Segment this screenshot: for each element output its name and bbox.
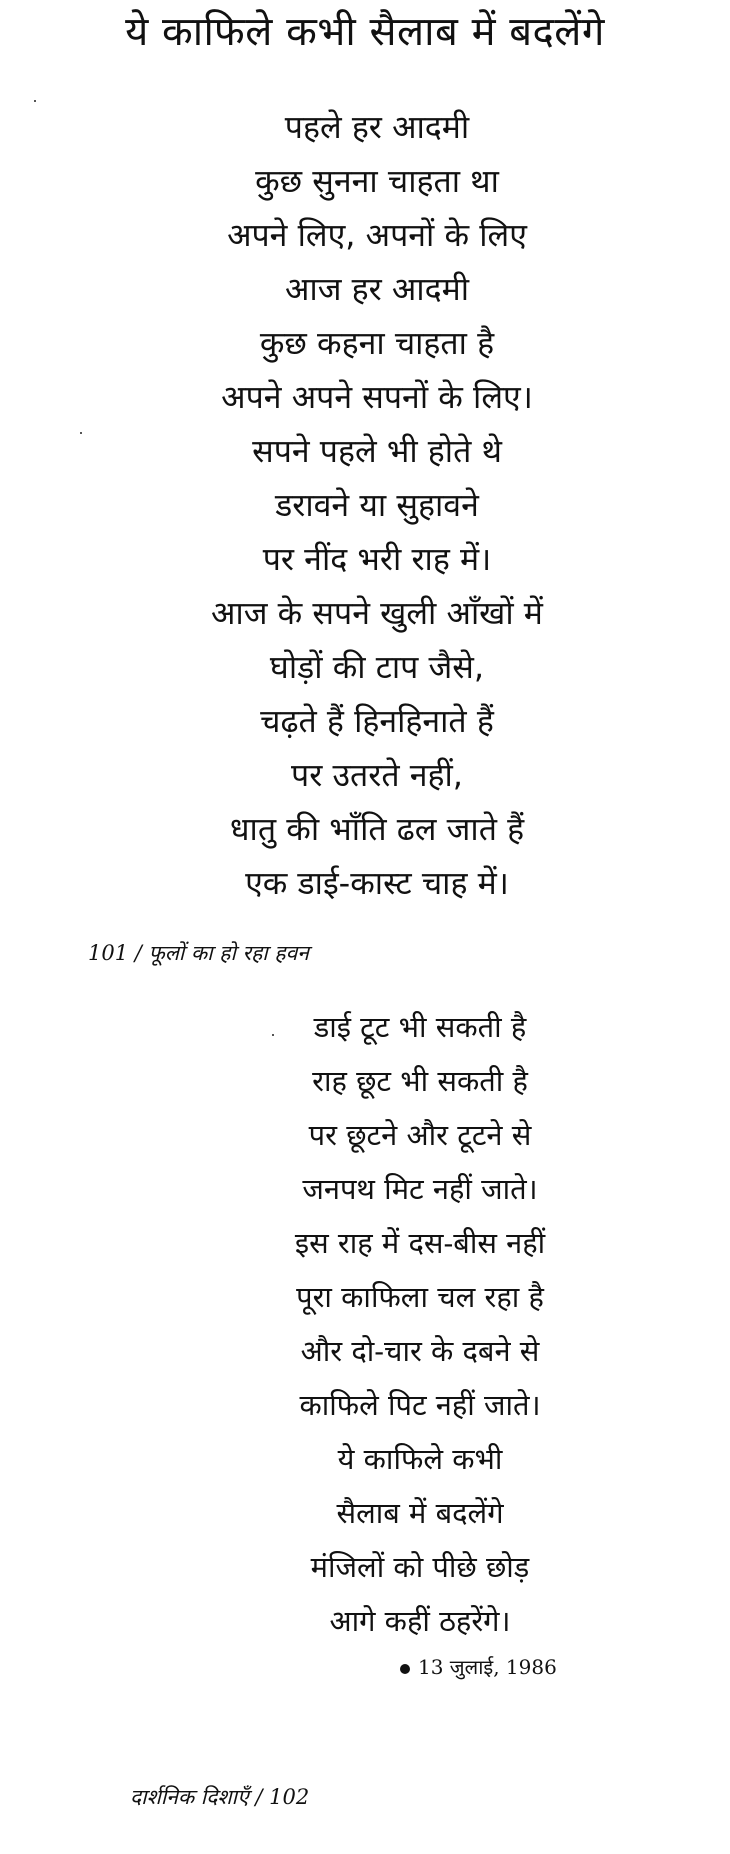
- scan-speck: [34, 100, 36, 102]
- poem-title: ये काफिले कभी सैलाब में बदलेंगे: [125, 9, 605, 55]
- poem-line: डरावने या सुहावने: [275, 486, 479, 524]
- poem-line: आज के सपने खुली आँखों में: [211, 594, 543, 632]
- poem-line: पहले हर आदमी: [284, 108, 470, 146]
- poem-line: अपने लिए, अपनों के लिए: [227, 216, 527, 254]
- scan-speck: [272, 1034, 274, 1036]
- poem-line: पर उतरते नहीं,: [291, 756, 463, 794]
- bullet-icon: [400, 1664, 410, 1674]
- poem-line: एक डाई-कास्ट चाह में।: [245, 864, 509, 902]
- poem-line: काफिले पिट नहीं जाते।: [299, 1388, 541, 1422]
- poem-line: पर नींद भरी राह में।: [262, 540, 492, 578]
- stanza-two: [55, 1000, 730, 1648]
- poem-line: आज हर आदमी: [285, 270, 469, 308]
- page-footer-top: 101 / फूलों का हो रहा हवन: [88, 941, 309, 965]
- poem-line: इस राह में दस-बीस नहीं: [294, 1226, 546, 1260]
- poem-line: पर छूटने और टूटने से: [308, 1118, 532, 1152]
- poem-line: धातु की भाँति ढल जाते हैं: [229, 810, 525, 848]
- poem-line: मंजिलों को पीछे छोड़: [310, 1550, 530, 1584]
- poem-line: सैलाब में बदलेंगे: [336, 1496, 504, 1530]
- date-stamp: [400, 1652, 557, 1682]
- poem-line: जनपथ मिट नहीं जाते।: [302, 1172, 538, 1206]
- poem-line: घोड़ों की टाप जैसे,: [269, 648, 485, 686]
- poem-line: कुछ कहना चाहता है: [259, 324, 495, 362]
- poem-line: अपने अपने सपनों के लिए।: [221, 378, 533, 416]
- page-footer-bottom: दार्शनिक दिशाएँ / 102: [130, 1785, 310, 1809]
- poem-line: पूरा काफिला चल रहा है: [296, 1280, 544, 1314]
- scan-speck: [80, 432, 82, 434]
- poem-line: आगे कहीं ठहरेंगे।: [329, 1604, 511, 1638]
- stanza-one: [12, 100, 730, 910]
- poem-line: डाई टूट भी सकती है: [313, 1010, 527, 1044]
- poem-line: कुछ सुनना चाहता था: [255, 162, 499, 200]
- poem-line: चढ़ते हैं हिनहिनाते हैं: [260, 702, 494, 740]
- poem-line: सपने पहले भी होते थे: [252, 432, 502, 470]
- poem-line: राह छूट भी सकती है: [312, 1064, 528, 1098]
- poem-line: ये काफिले कभी: [337, 1442, 503, 1476]
- date-text: 13 जुलाई, 1986: [418, 1655, 557, 1679]
- poem-line: और दो-चार के दबने से: [300, 1334, 540, 1368]
